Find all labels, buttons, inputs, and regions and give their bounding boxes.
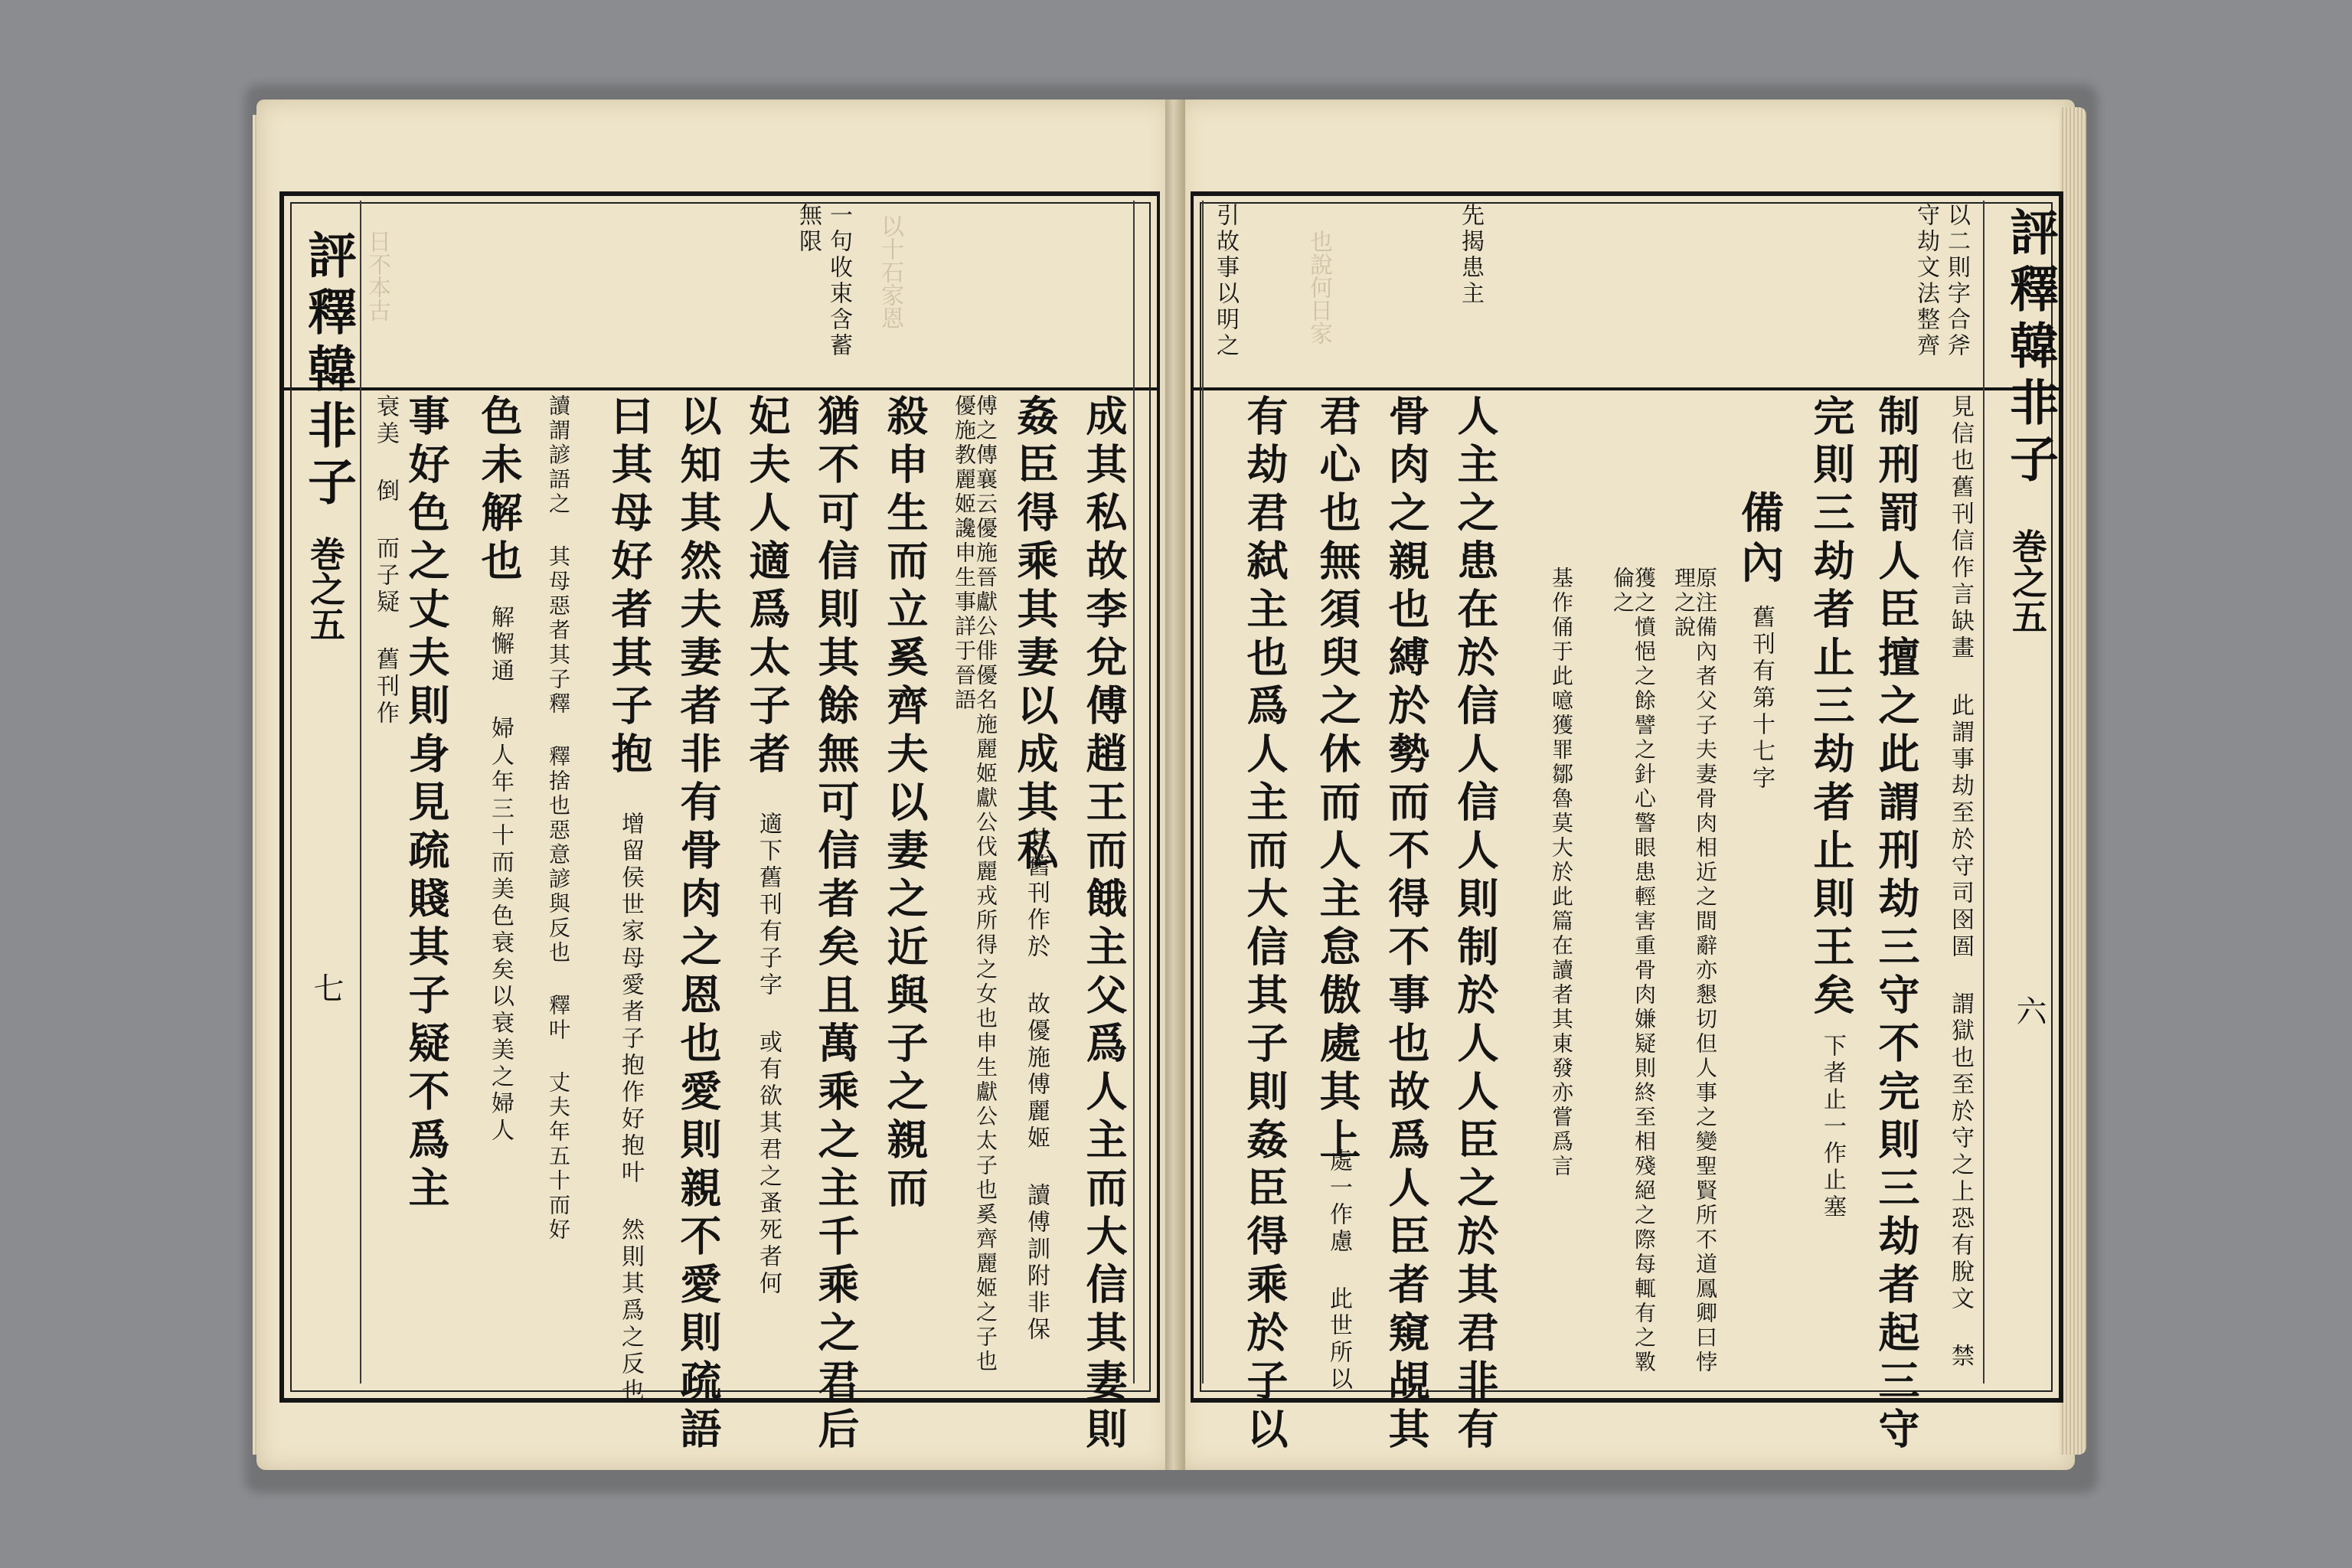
left-column-4: 殺申生而立奚齊夫以妻之近與子之親而 [880,394,929,1214]
right-column-11: 有劫君弑主也爲人主而大信其子則姦臣得乘於子以 [1240,394,1289,1455]
column-rule [1202,201,1204,1383]
right-header-note-1b: 守劫文法整齊 [1913,203,1939,359]
left-column-1: 成其私故李兌傅趙王而餓主父爲人主而大信其妻則 [1080,394,1129,1455]
left-column-2-note: 其舊刊作於 故優施傅麗姬 讀傅訓附非保 [1023,827,1050,1344]
right-page-number: 六 [2011,995,2047,1026]
column-rule [1133,201,1135,1383]
left-book-title: 評釋韓非子 [299,230,357,513]
left-column-6-main: 妃夫人適爲太子者 [743,394,792,780]
right-commentary-3: 基作俑于此噫獲罪鄒魯莫大於此篇在讀者其東發亦嘗爲言 [1549,567,1574,1179]
right-commentary-1: 原注備內者父子夫妻骨肉相近之間辭亦懇切但人事之變聖賢所不道鳳卿曰悖理之說 [1671,567,1718,1375]
right-header-note-3: 引故事以明之 [1212,203,1239,359]
left-column-3-note: 傅之傳襄云優施晉獻公俳優名施麗姬獻公伐麗戎所得之女也申生獻公太子也奚齊麗姬之子也優施教麗姬讒申生事詳于晉語 [952,394,998,1374]
left-page-number: 七 [309,972,344,1003]
left-header-band [284,196,1157,390]
left-volume-label: 巻之五 [305,536,346,642]
bleed-through-text: 日不本古 [364,230,390,322]
right-book-title: 評釋韓非子 [2001,207,2059,490]
left-column-5: 猶不可信則其餘無可信者矣且萬乘之主千乘之君后 [812,394,861,1455]
left-column-10-main: 色未解也 [475,394,524,587]
right-volume-label: 巻之五 [2007,528,2048,634]
left-column-11-main: 事好色之丈夫則身見疏賤其子疑不爲主 [402,394,451,1214]
right-column-9: 骨肉之親也縛於勢而不得不事也故爲人臣者窺覘其 [1382,394,1431,1455]
column-rule [360,201,361,1383]
right-column-1-note: 見信也舊刊信作言缺畫 此謂事劫至於守司囹圄 謂獄也至於守之上恐有脫文 禁 [1947,394,1974,1370]
right-column-10-main: 君心也無須臾之休而人主怠傲處其上 [1313,394,1362,1166]
right-header-note-2: 先揭患主 [1457,203,1484,307]
left-column-8-note: 增留侯世家母愛者子抱作好抱叶 然則其爲之反也 [617,812,644,1405]
right-commentary-2: 獲之憤悒之餘譬之針心警眼患輕害重骨肉嫌疑則終至相殘絕之際每輒有之斁倫之 [1610,567,1657,1375]
right-column-8: 人主之患在於信人信人則制於人人臣之於其君非有 [1451,394,1500,1455]
bleed-through-text: 也說何日家 [1305,230,1332,345]
right-column-2: 制刑罰人臣擅之此謂刑劫三守不完則三劫者起三守 [1872,394,1921,1455]
column-rule [1983,201,1984,1383]
right-column-3-main: 完則三劫者止三劫者止則王矣 [1807,394,1856,1021]
left-column-8-main: 曰其母好者其子抱 [605,394,654,780]
left-column-2-main: 姦臣得乘其妻以成其私 [1011,394,1060,877]
right-column-10-note: 處一作慮 此世所以 [1325,1148,1352,1393]
left-column-6-note: 適下舊刊有子字 或有欲其君之蚤死者何 [755,812,782,1298]
bleed-through-text: 以十石家恩 [877,214,903,329]
left-column-10-note: 解懈通 婦人年三十而美色衰矣以衰美之婦人 [487,605,514,1145]
right-column-3-note: 下者止一作止塞 [1819,1034,1846,1221]
left-column-7: 以知其然夫妻者非有骨肉之恩也愛則親不愛則疏語 [674,394,723,1455]
left-header-note-2: 無限 [795,203,822,255]
right-header-note-1a: 以二則字合斧 [1943,203,1970,359]
right-section-note: 舊刊有第十七字 [1748,605,1775,792]
right-section-title: 備內 [1734,490,1785,590]
left-column-9-note: 讀謂諺語之 其母惡者其子釋 釋捨也惡意諺與反也 釋叶 丈夫年五十而好 [546,394,571,1243]
book-gutter [1165,100,1185,1470]
left-header-note-1: 一句收束含蓄 [825,203,852,359]
left-column-11-note: 衰美 倒 而子疑 舊刊作 [372,394,399,727]
